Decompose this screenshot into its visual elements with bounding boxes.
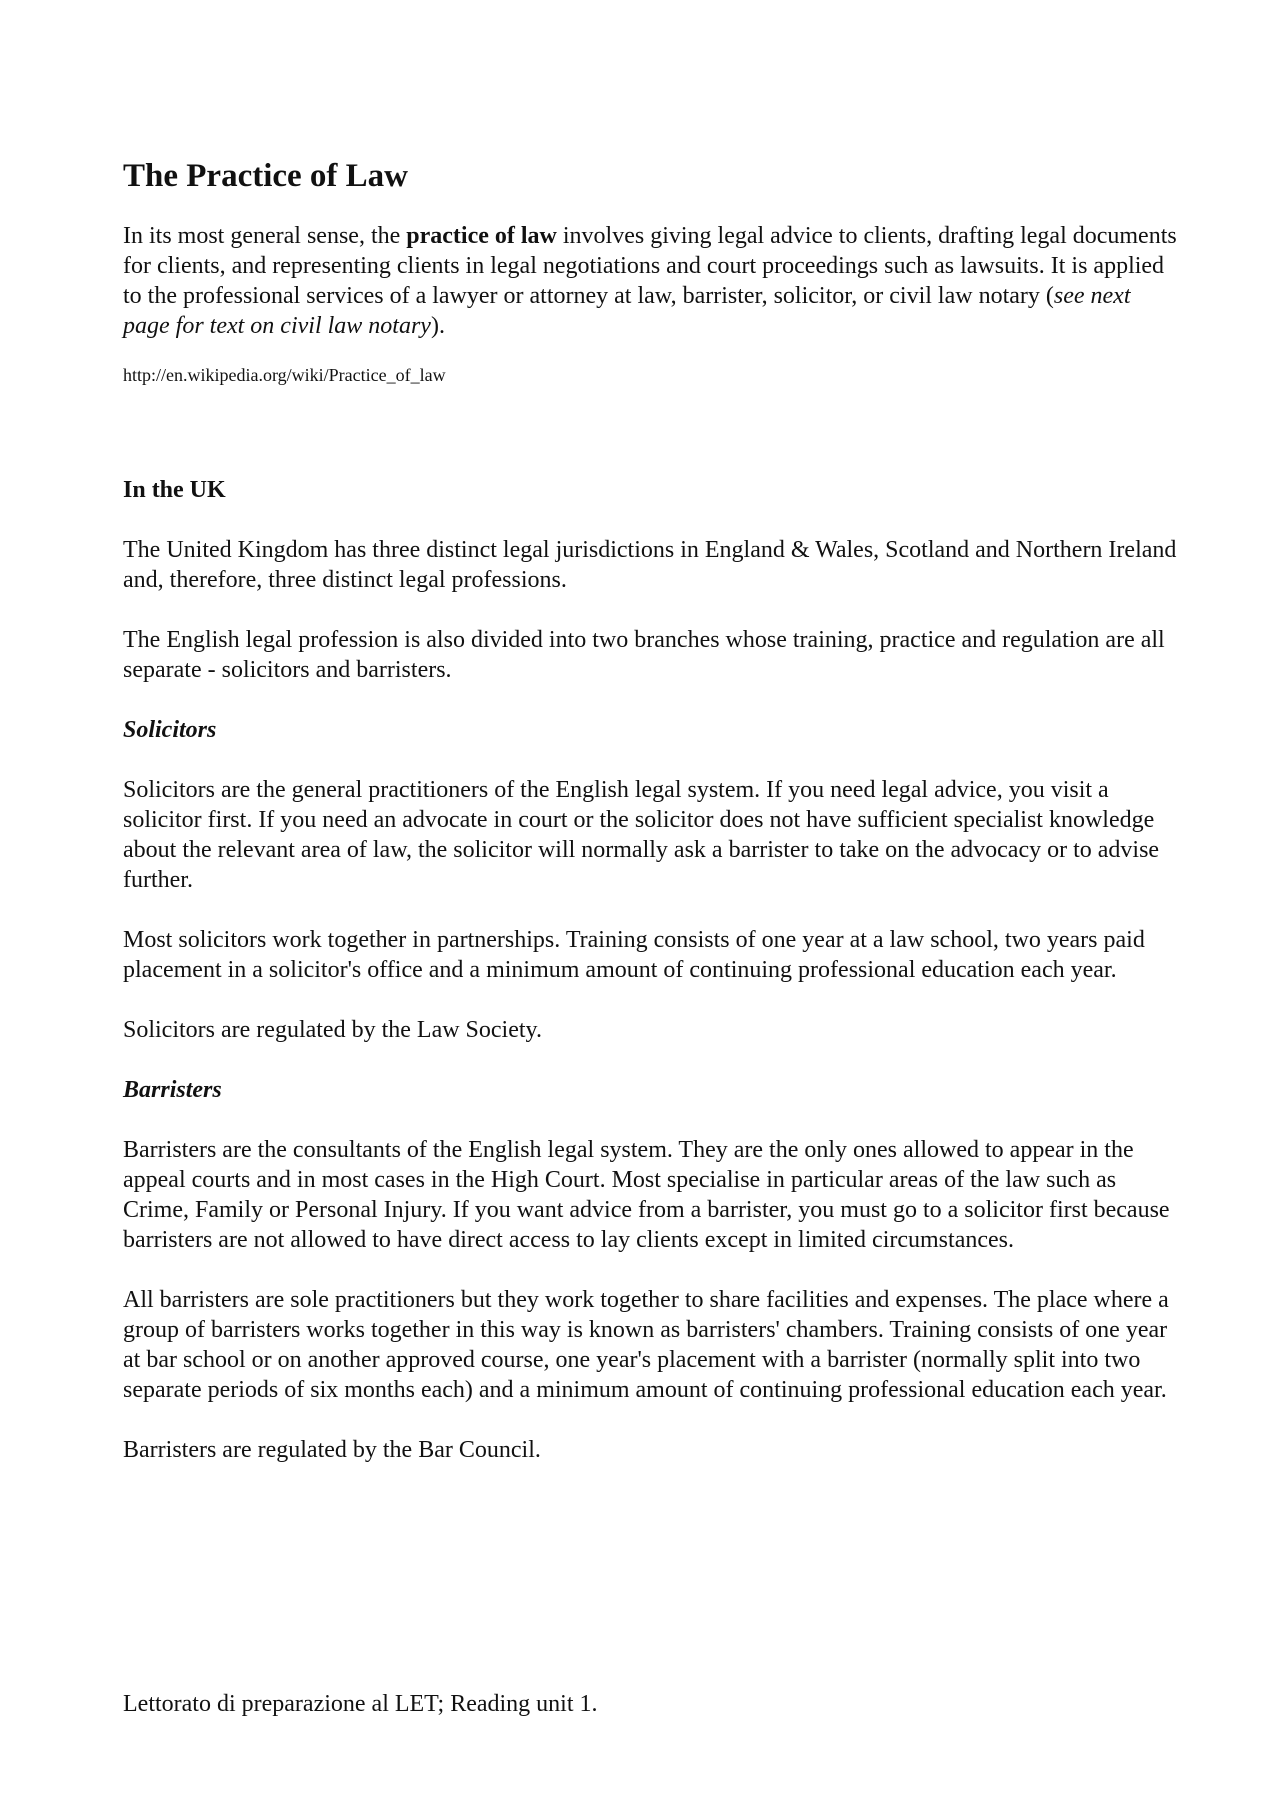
solicitors-paragraph-3: Solicitors are regulated by the Law Society. [123, 1017, 542, 1043]
solicitors-paragraph-1: Solicitors are the general practitioners of the English legal system. If you need legal advice, you visit a solicitor first. If you need an advocate in court or the solicitor does not have sufficient specialist knowledge about the relevant area of law, the solicitor will normally ask a barrister to take on the advocacy or to advise further. [123, 777, 1160, 893]
subheading-barristers: Barristers [123, 1077, 222, 1103]
page-footer: Lettorato di preparazione al LET; Reading unit 1. [123, 1691, 598, 1717]
source-url: http://en.wikipedia.org/wiki/Practice_of_law [123, 365, 446, 385]
uk-paragraph-2: The English legal profession is also divided into two branches whose training, practice and regulation are all separate - solicitors and barristers. [123, 627, 1165, 683]
barristers-paragraph-2: All barristers are sole practitioners but they work together to share facilities and expenses. The place where a group of barristers works together in this way is known as barristers' chambers. Training consists of one year at bar school or on another approved course, one year's placement with a barrister (normally split into two separate periods of six months each) and a minimum amount of continuing professional education each year. [123, 1287, 1169, 1403]
intro-bold-term: practice of law [406, 223, 557, 249]
barristers-paragraph-3: Barristers are regulated by the Bar Council. [123, 1437, 541, 1463]
solicitors-paragraph-2: Most solicitors work together in partnerships. Training consists of one year at a law school, two years paid placement in a solicitor's office and a minimum amount of continuing professional education each year. [123, 927, 1145, 983]
document-body [123, 154, 1183, 1465]
subheading-solicitors: Solicitors [123, 717, 217, 743]
uk-paragraph-1: The United Kingdom has three distinct legal jurisdictions in England & Wales, Scotland and Northern Ireland and, therefore, three distinct legal professions. [123, 537, 1177, 593]
section-heading-uk: In the UK [123, 477, 226, 503]
intro-paragraph [123, 221, 1183, 341]
intro-text-middle: involves giving legal advice to clients, drafting legal documents for clients, and representing clients in legal negotiations and court proceedings such as lawsuits. It is applied to the professional services of a lawyer or attorney at law, barrister, solicitor, or civil law notary ( [123, 223, 1177, 309]
page-title: The Practice of Law [123, 158, 408, 194]
intro-text-start: In its most general sense, the [123, 223, 407, 249]
intro-text-end: ). [430, 313, 445, 339]
intro-italic-note: see next page for text on civil law notary [123, 283, 1131, 339]
barristers-paragraph-1: Barristers are the consultants of the English legal system. They are the only ones allowed to appear in the appeal courts and in most cases in the High Court. Most specialise in particular areas of the law such as Crime, Family or Personal Injury. If you want advice from a barrister, you must go to a solicitor first because barristers are not allowed to have direct access to lay clients except in limited circumstances. [123, 1137, 1170, 1253]
